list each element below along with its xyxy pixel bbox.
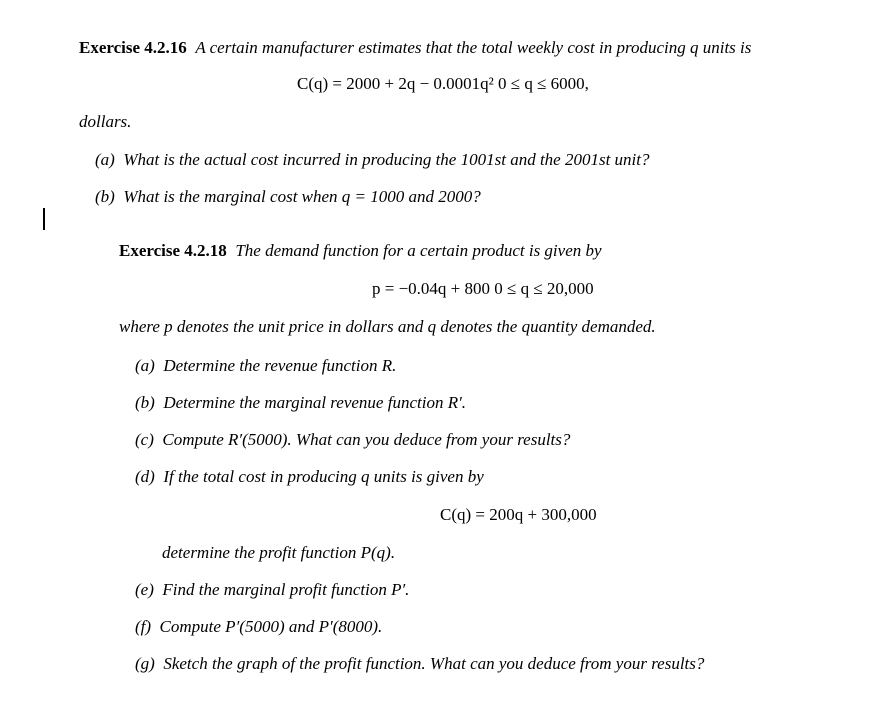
where-text: where p denotes the unit price in dollars and q denotes the quantity demanded. — [119, 317, 656, 336]
part-b — [135, 393, 466, 413]
part-text: Compute R′(5000). What can you deduce from your results? — [162, 430, 571, 449]
part-letter: (b) — [135, 393, 155, 412]
part-text: If the total cost in producing q units is given by — [163, 467, 484, 486]
profit-function-line: determine the profit function P(q). — [162, 543, 396, 562]
part-letter: (g) — [135, 654, 155, 673]
text-cursor — [43, 208, 45, 230]
exercise-intro: A certain manufacturer estimates that the total weekly cost in producing q units is — [195, 38, 752, 57]
part-text: Determine the revenue function R. — [163, 356, 397, 375]
part-c — [135, 430, 570, 450]
exercise-intro: The demand function for a certain product is given by — [235, 241, 602, 260]
part-a — [135, 356, 396, 376]
part-f — [135, 617, 382, 637]
part-text: Determine the marginal revenue function R′. — [163, 393, 467, 412]
part-text: What is the actual cost incurred in producing the 1001st and the 2001st unit? — [123, 150, 650, 169]
part-letter: (c) — [135, 430, 154, 449]
exercise-label: Exercise 4.2.18 — [119, 241, 227, 260]
part-letter: (a) — [135, 356, 155, 375]
part-a — [95, 150, 650, 170]
dollars-text: dollars. — [79, 112, 132, 131]
part-d — [135, 467, 484, 487]
part-letter: (d) — [135, 467, 155, 486]
exercise-4-2-16-heading — [79, 38, 751, 58]
exercise-label: Exercise 4.2.16 — [79, 38, 187, 57]
part-text: Sketch the graph of the profit function. What can you deduce from your results? — [163, 654, 705, 673]
part-letter: (a) — [95, 150, 115, 169]
part-g — [135, 654, 704, 674]
part-text: What is the marginal cost when q = 1000 and 2000? — [123, 187, 481, 206]
total-cost-equation: C(q) = 200q + 300,000 — [440, 505, 597, 524]
part-letter: (b) — [95, 187, 115, 206]
part-text: Compute P′(5000) and P′(8000). — [159, 617, 383, 636]
part-b — [95, 187, 481, 207]
cost-equation: C(q) = 2000 + 2q − 0.0001q² 0 ≤ q ≤ 6000, — [297, 74, 589, 93]
demand-equation: p = −0.04q + 800 0 ≤ q ≤ 20,000 — [372, 279, 594, 298]
part-letter: (e) — [135, 580, 154, 599]
part-e — [135, 580, 409, 600]
part-letter: (f) — [135, 617, 152, 636]
exercise-4-2-18-heading — [119, 241, 602, 261]
part-text: Find the marginal profit function P′. — [162, 580, 410, 599]
